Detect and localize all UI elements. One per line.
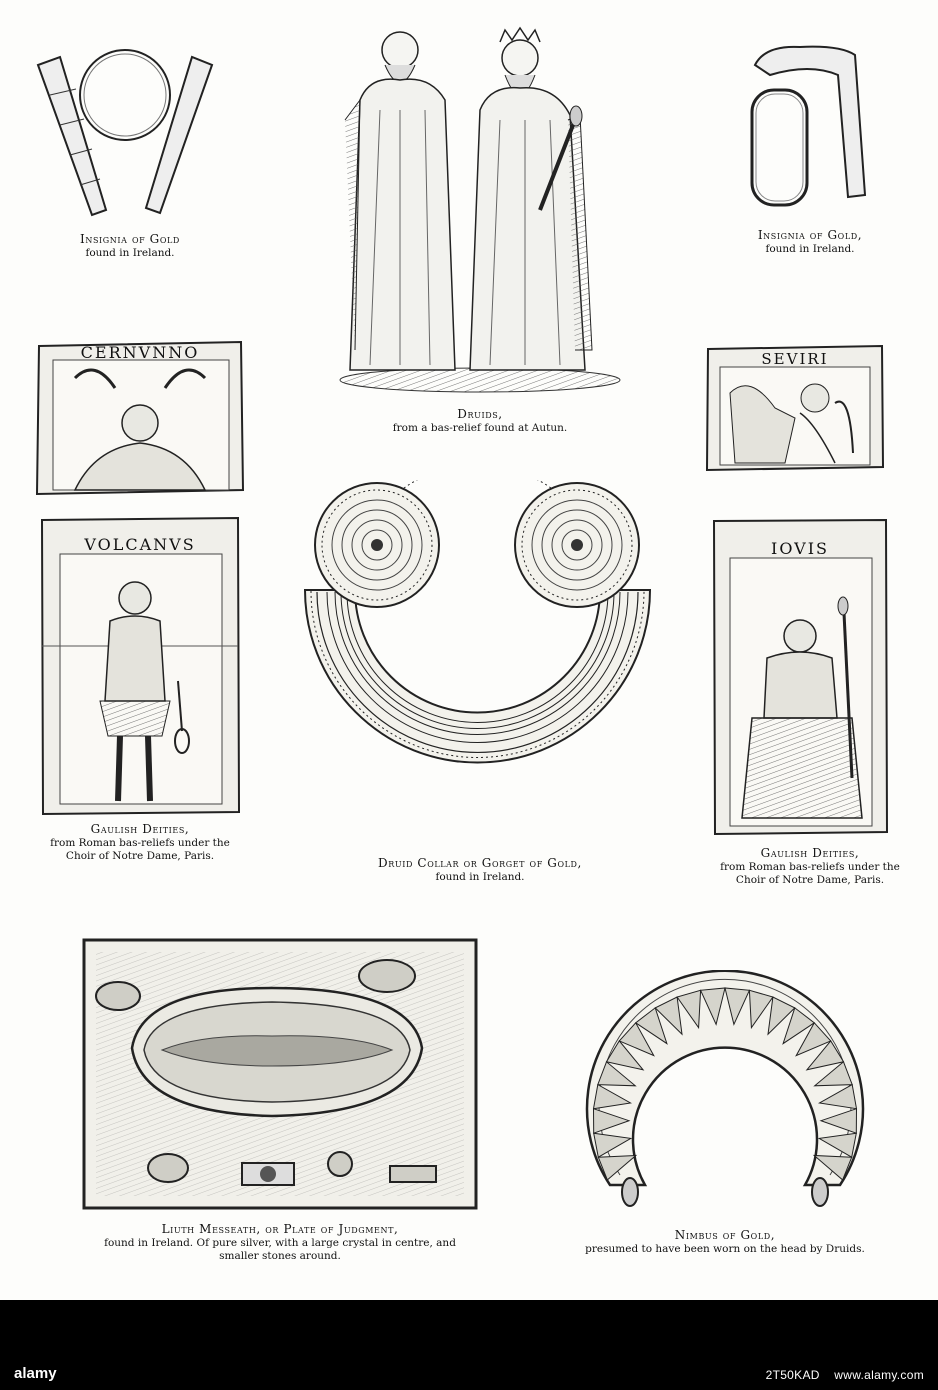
seviri-relief-figure: [705, 343, 885, 473]
caption-subtitle: presumed to have been worn on the head by Druids.: [585, 1243, 865, 1255]
collar-right-disc: [515, 483, 639, 607]
caption-title: Insignia of Gold: [80, 232, 180, 246]
iovis-relief-figure: [712, 518, 888, 836]
stock-url: www.alamy.com: [834, 1368, 924, 1382]
caption-title: Druid Collar or Gorget of Gold,: [378, 856, 582, 870]
caption-subtitle: found in Ireland.: [85, 247, 175, 259]
gaulish-deities-left-caption: [30, 822, 250, 863]
nimbus-gold-figure: [575, 970, 875, 1220]
volcanus-relief-figure: [40, 516, 240, 816]
cernunno-relief-figure: [35, 338, 245, 498]
liuth-messeath-caption: [70, 1222, 490, 1263]
caption-subtitle-line2: smaller stones around.: [219, 1250, 341, 1263]
volcanus-inscription: VOLCANVS: [84, 535, 196, 554]
stock-image-id: 2T50KAD: [765, 1368, 820, 1382]
insignia-gold-left-figure: [20, 25, 220, 225]
caption-title: Liuth Messeath, or Plate of Judgment,: [161, 1222, 399, 1236]
gaulish-deities-right-caption: [700, 846, 920, 887]
caption-title: Gaulish Deities,: [760, 846, 860, 860]
caption-subtitle-line2: Choir of Notre Dame, Paris.: [735, 874, 885, 887]
caption-title: Nimbus of Gold,: [674, 1228, 776, 1242]
caption-subtitle: from a bas-relief found at Autun.: [392, 422, 568, 434]
seviri-inscription: SEVIRI: [761, 350, 829, 368]
liuth-messeath-plate-figure: [82, 938, 478, 1210]
iovis-inscription: IOVIS: [771, 539, 829, 558]
stock-footer-bar: [0, 1300, 938, 1390]
caption-title: Druids,: [457, 407, 503, 421]
caption-subtitle: found in Ireland.: [435, 871, 525, 883]
caption-title: Insignia of Gold,: [757, 228, 863, 242]
druids-caption: [380, 407, 580, 435]
caption-subtitle-line1: found in Ireland. Of pure silver, with a large crystal in centre, and: [104, 1237, 456, 1249]
cernunno-inscription: CERNVNNO: [80, 343, 200, 362]
caption-subtitle-line2: Choir of Notre Dame, Paris.: [65, 850, 215, 863]
insignia-gold-right-caption: [720, 228, 900, 256]
alamy-logo: alamy: [14, 1365, 57, 1382]
caption-subtitle: found in Ireland.: [765, 243, 855, 255]
caption-subtitle-line1: from Roman bas-reliefs under the: [50, 837, 230, 849]
caption-title: Gaulish Deities,: [90, 822, 190, 836]
insignia-gold-left-caption: [40, 232, 220, 260]
druid-collar-figure: [285, 480, 670, 850]
druids-bas-relief-figure: [330, 20, 630, 395]
collar-left-disc: [315, 483, 439, 607]
nimbus-gold-caption: [555, 1228, 895, 1256]
footer-credit: [766, 1368, 924, 1382]
insignia-gold-right-figure: [740, 35, 880, 215]
caption-subtitle-line1: from Roman bas-reliefs under the: [720, 861, 900, 873]
druid-collar-caption: [340, 856, 620, 884]
